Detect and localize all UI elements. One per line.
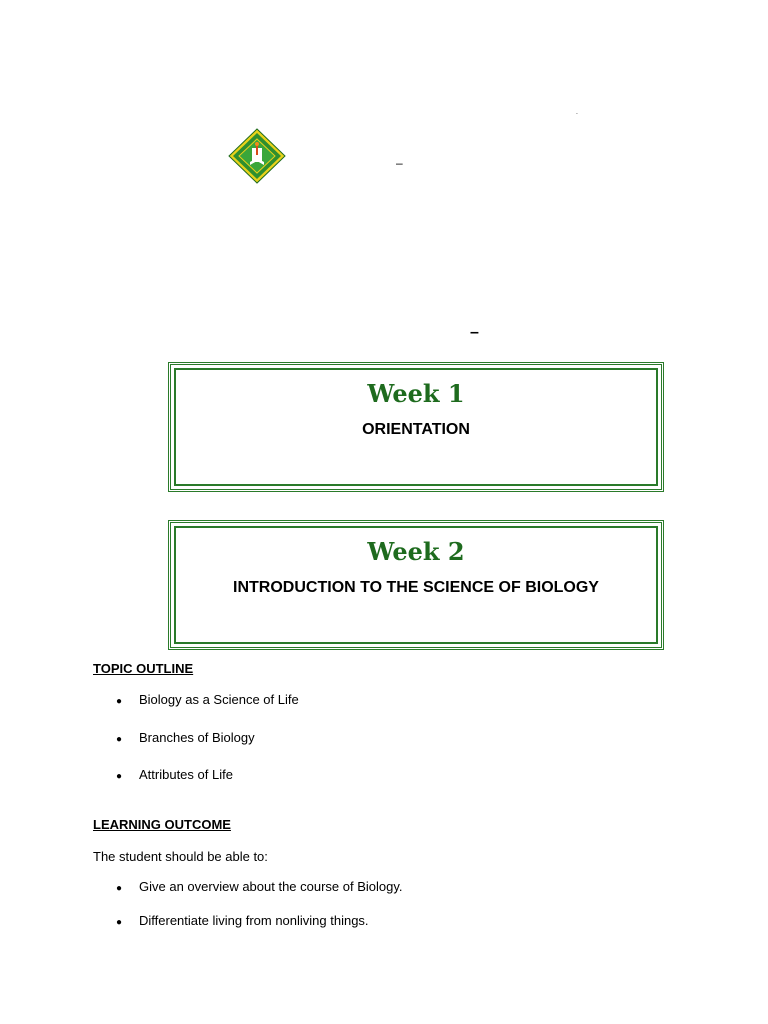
bullet-icon: ●	[116, 917, 123, 928]
section-dash: –	[470, 324, 479, 341]
week-1-subtitle: ORIENTATION	[362, 421, 470, 438]
list-item	[116, 692, 299, 710]
week-1-title: Week 1	[367, 379, 465, 408]
list-item	[116, 730, 255, 748]
week-1-box	[168, 362, 664, 492]
list-item	[116, 879, 403, 897]
outcome-item-label: Give an overview about the course of Biology.	[139, 879, 403, 894]
week-2-subtitle: INTRODUCTION TO THE SCIENCE OF BIOLOGY	[233, 579, 599, 596]
bullet-icon: ●	[116, 771, 123, 782]
week-1-box-inner	[174, 368, 658, 486]
school-logo	[228, 128, 286, 184]
bullet-icon: ●	[116, 734, 123, 745]
learning-outcome-intro: The student should be able to:	[93, 849, 268, 864]
topic-item-label: Attributes of Life	[139, 767, 233, 782]
topic-item-label: Branches of Biology	[139, 730, 255, 745]
learning-outcome-heading: LEARNING OUTCOME	[93, 817, 231, 832]
bullet-icon: ●	[116, 696, 123, 707]
header-dot: .	[576, 109, 578, 116]
week-2-title: Week 2	[367, 537, 465, 566]
school-seal-icon	[228, 128, 286, 184]
list-item	[116, 913, 369, 931]
topic-item-label: Biology as a Science of Life	[139, 692, 299, 707]
list-item	[116, 767, 233, 785]
bullet-icon: ●	[116, 883, 123, 894]
week-2-box	[168, 520, 664, 650]
topic-outline-heading: TOPIC OUTLINE	[93, 661, 194, 676]
header-dash: –	[396, 156, 403, 170]
week-2-box-inner	[174, 526, 658, 644]
outcome-item-label: Differentiate living from nonliving things.	[139, 913, 369, 928]
